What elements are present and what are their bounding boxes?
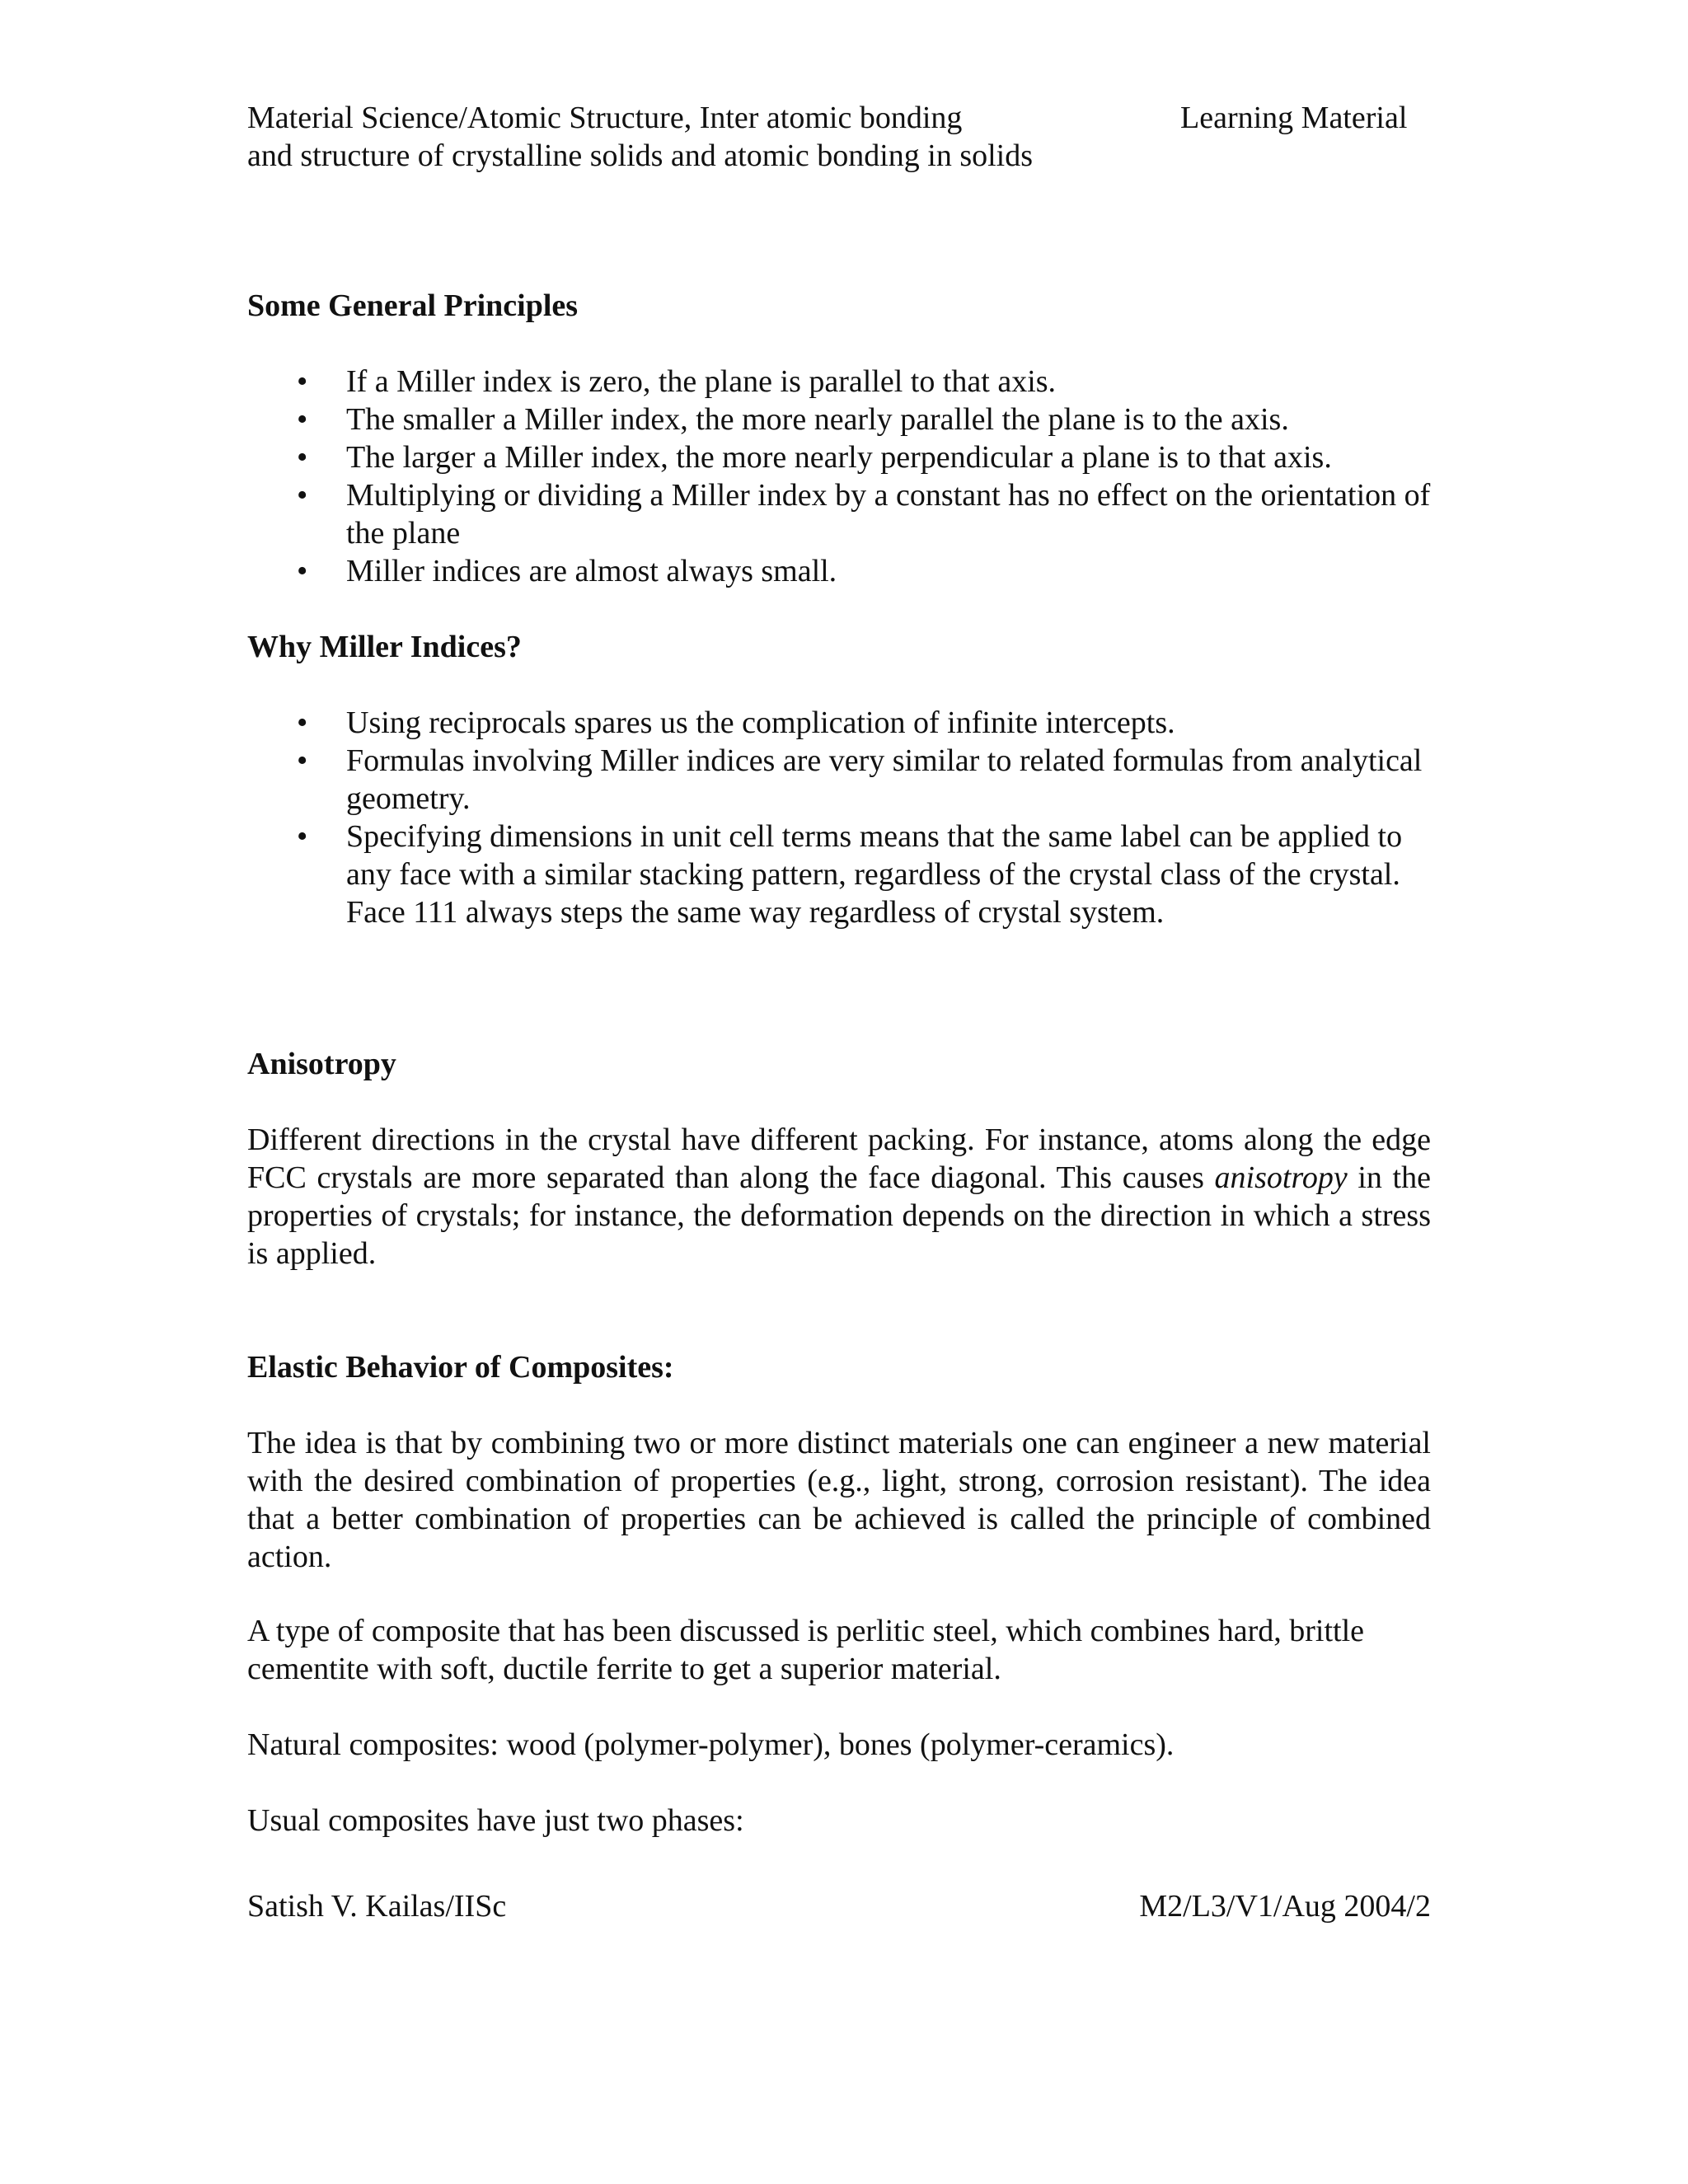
list-why-miller-indices bbox=[247, 704, 1434, 931]
footer-document-code: M2/L3/V1/Aug 2004/2 bbox=[1139, 1889, 1431, 1924]
list-item bbox=[247, 552, 1434, 590]
list-item bbox=[247, 438, 1434, 476]
header-title-line-1: Material Science/Atomic Structure, Inter atomic bonding bbox=[247, 101, 963, 135]
heading-anisotropy: Anisotropy bbox=[247, 1047, 396, 1081]
list-item-text: The larger a Miller index, the more nearly perpendicular a plane is to that axis. bbox=[346, 440, 1332, 475]
list-item bbox=[247, 818, 1434, 931]
bullet-glyph: • bbox=[297, 402, 308, 437]
anisotropy-text-before: Different directions in the crystal have different packing. For instance, atoms along the edge FCC crystals are more separated than along the face diagonal. This causes bbox=[247, 1122, 1431, 1195]
list-item-text: Formulas involving Miller indices are very similar to related formulas from analytical geometry. bbox=[346, 743, 1423, 816]
list-item-text: Multiplying or dividing a Miller index by a constant has no effect on the orientation of the plane bbox=[346, 478, 1431, 551]
list-item-text: Using reciprocals spares us the complication of infinite intercepts. bbox=[346, 705, 1175, 740]
page-header-title bbox=[247, 99, 1220, 175]
list-item bbox=[247, 363, 1434, 401]
list-item bbox=[247, 401, 1434, 438]
list-general-principles bbox=[247, 363, 1434, 590]
page-header-label: Learning Material bbox=[1180, 101, 1408, 135]
anisotropy-term: anisotropy bbox=[1214, 1160, 1348, 1195]
paragraph-combined-action: The idea is that by combining two or more distinct materials one can engineer a new material with the desired combination of properties (e.g., light, strong, corrosion resistant). The idea that a better combination of properties can be achieved is called the principle of combined action. bbox=[247, 1426, 1431, 1574]
bullet-glyph: • bbox=[297, 364, 308, 399]
bullet-glyph: • bbox=[297, 743, 308, 778]
heading-elastic-behavior-composites: Elastic Behavior of Composites: bbox=[247, 1350, 674, 1385]
list-item bbox=[247, 742, 1434, 818]
heading-why-miller-indices: Why Miller Indices? bbox=[247, 630, 522, 664]
paragraph-perlitic-steel: A type of composite that has been discussed is perlitic steel, which combines hard, brittle cementite with soft, ductile ferrite to get a superior material. bbox=[247, 1614, 1365, 1686]
paragraph-usual-composites: Usual composites have just two phases: bbox=[247, 1803, 744, 1838]
list-item bbox=[247, 476, 1434, 552]
paragraph-natural-composites: Natural composites: wood (polymer-polymer), bones (polymer-ceramics). bbox=[247, 1727, 1175, 1762]
bullet-glyph: • bbox=[297, 478, 308, 513]
list-item-text: Specifying dimensions in unit cell terms means that the same label can be applied to any face with a similar stacking pattern, regardless of the crystal class of the crystal. Face 111 always steps the same way regardless of crystal system. bbox=[346, 819, 1403, 930]
heading-general-principles: Some General Principles bbox=[247, 288, 579, 323]
bullet-glyph: • bbox=[297, 440, 308, 475]
anisotropy-text-after: in the properties of crystals; for instance, the deformation depends on the direction in which a stress is applied. bbox=[247, 1160, 1431, 1271]
list-item-text: Miller indices are almost always small. bbox=[346, 554, 837, 588]
footer-author: Satish V. Kailas/IISc bbox=[247, 1889, 507, 1924]
bullet-glyph: • bbox=[297, 819, 308, 854]
paragraph-anisotropy bbox=[247, 1121, 1431, 1272]
list-item-text: The smaller a Miller index, the more nearly parallel the plane is to the axis. bbox=[346, 402, 1289, 437]
list-item-text: If a Miller index is zero, the plane is parallel to that axis. bbox=[346, 364, 1057, 399]
list-item bbox=[247, 704, 1434, 742]
header-title-line-2: and structure of crystalline solids and atomic bonding in solids bbox=[247, 138, 1034, 173]
bullet-glyph: • bbox=[297, 554, 308, 588]
bullet-glyph: • bbox=[297, 705, 308, 740]
